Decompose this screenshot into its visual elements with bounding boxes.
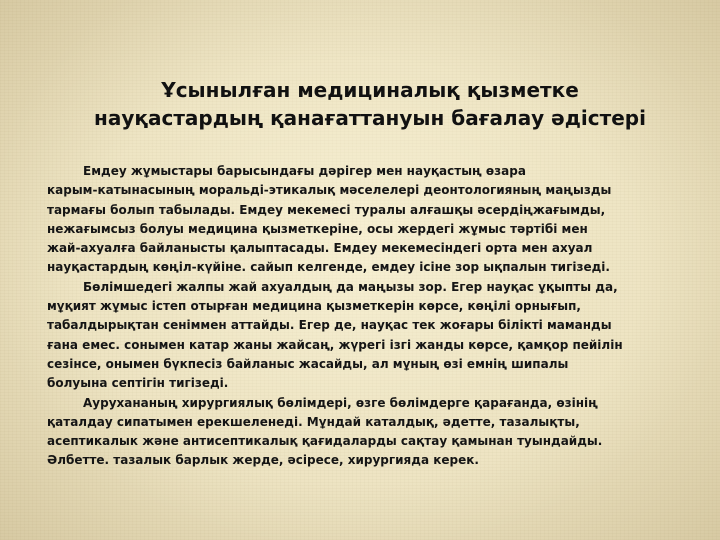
- paragraph-1-line-2: карым-катынасының моральді-этикалық мәселелері деонтологияның маңызды: [47, 183, 612, 198]
- paragraph-1-line-4: нежағымсыз болуы медицина қызметкеріне, осы жердегі жұмыс тәртібі мен: [47, 221, 588, 236]
- paragraph-3-line-3: асептикалык және антисептикалық қағидаларды сақтау қамынан туындайды.: [47, 434, 603, 449]
- paragraph-1-line-3: тармағы болып табылады. Емдеу мекемесі туралы алғашқы әсердіңжағымды,: [47, 202, 606, 217]
- paragraph-3-line-2: қаталдау сипатымен ерекшеленеді. Мұндай каталдық, әдетте, тазалықты,: [47, 414, 580, 429]
- paragraph-2-line-6: болуына септігін тигізеді.: [47, 376, 229, 391]
- paragraph-1-line-1: Емдеу жұмыстары барысындағы дәрігер мен науқастың өзара: [83, 164, 526, 178]
- paragraph-3-line-1: Аурухананың хирургиялық бөлімдері, өзге бөлімдерге қарағанда, өзінің: [83, 395, 598, 410]
- paragraph-2-line-1: Бөлімшедегі жалпы жай ахуалдың да маңызы зор. Егер науқас ұқыпты да,: [83, 279, 618, 294]
- paragraph-3-line-4: Әлбетте. тазалык барлык жерде, әсіресе, хирургияда керек.: [47, 453, 479, 468]
- paragraph-2-line-4: ғана емес. сонымен катар жаны жайсаң, жүрегі ізгі жанды көрсе, қамқор пейілін: [47, 337, 623, 352]
- paragraph-2-line-5: сезінсе, онымен бүкпесіз байланыс жасайды, ал мұның өзі емнің шипалы: [47, 356, 569, 371]
- paragraph-1-line-5: жай-ахуалға байланысты қалыптасады. Емдеу мекемесіндегі орта мен ахуал: [47, 241, 593, 256]
- body-text: [47, 162, 691, 471]
- paragraph-1-line-6: науқастардың көңіл-күйіне. сайып келгенде, емдеу ісіне зор ықпалын тигізеді.: [47, 260, 610, 275]
- slide-title-line: науқастардың қанағаттануын бағалау әдістері: [94, 106, 646, 130]
- slide-title-line: Ұсынылған медициналық қызметке: [161, 78, 579, 102]
- paragraph-2-line-2: мұқият жұмыс істеп отырған медицина қызметкерін көрсе, көңілі орнығып,: [47, 299, 581, 314]
- slide-title: [60, 76, 680, 132]
- paragraph-2-line-3: табалдырықтан сеніммен аттайды. Егер де, науқас тек жоғары білікті маманды: [47, 318, 612, 333]
